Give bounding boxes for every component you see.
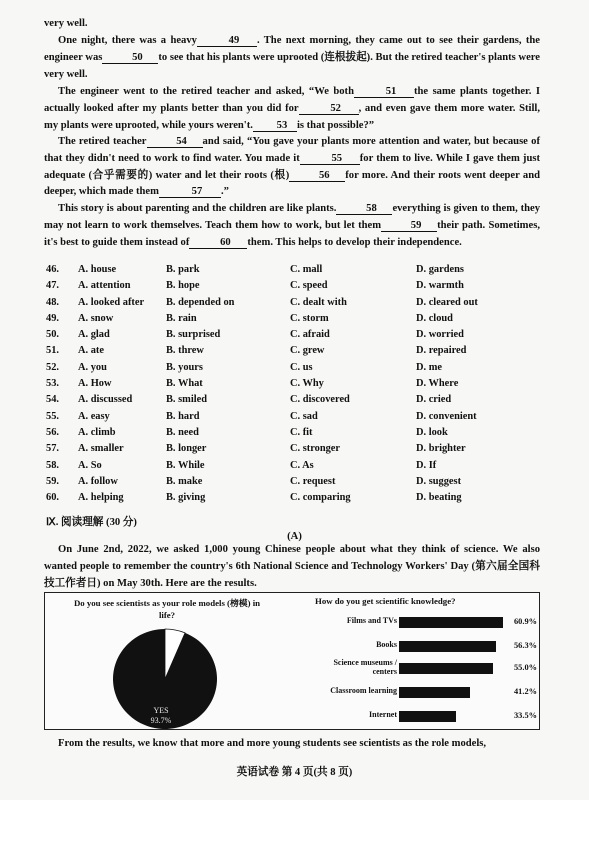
- page-footer: 英语试卷 第 4 页(共 8 页): [236, 767, 353, 778]
- bar-category-label: Films and TVs: [346, 616, 397, 625]
- blank-56: 56: [289, 170, 345, 182]
- option-choice-b: B. threw: [166, 345, 204, 357]
- option-choice-b: B. hard: [166, 410, 200, 422]
- option-choice-d: D. convenient: [416, 410, 477, 422]
- p3-text-5: .”: [220, 186, 229, 198]
- bar-chart-title: How do you get scientific knowledge?: [315, 596, 456, 606]
- option-choice-c: C. sad: [290, 410, 318, 422]
- option-choice-c: C. afraid: [290, 329, 330, 341]
- option-choice-b: B. What: [166, 378, 203, 390]
- option-choice-c: C. request: [290, 475, 336, 487]
- option-row-46: [46, 264, 546, 280]
- p3-text-1: The retired teacher: [58, 136, 147, 147]
- option-choice-b: B. While: [166, 459, 205, 471]
- survey-figure: [44, 592, 540, 730]
- passage-top-text: very well.: [44, 18, 88, 29]
- passage-paragraph-1: [44, 33, 540, 83]
- option-number: 47.: [46, 280, 59, 292]
- p3-text-2: and said, “You gave your plants more attention and water, but because of that they didn't need to work to find water. You made it: [44, 136, 540, 164]
- pie-chart-title: Do you see scientists as your role models (榜模) in life?: [73, 598, 261, 620]
- option-choice-b: B. smiled: [166, 394, 207, 406]
- blank-55: 55: [300, 153, 360, 165]
- option-choice-a: A. snow: [78, 312, 114, 324]
- bar-row: [307, 709, 537, 723]
- p4-text-1: This story is about parenting and the children are like plants.: [58, 203, 337, 214]
- blank-50: 50: [102, 52, 158, 64]
- pie-slice-label: YES: [153, 706, 169, 715]
- bar-row: [307, 639, 537, 653]
- p2-text-2: the same plants together. I actually looked after my plants better than you did for: [44, 86, 541, 114]
- p1-text-1: One night, there was a heavy: [58, 35, 197, 46]
- p4-text-3: their path. Sometimes, it's best to guide them instead of: [44, 219, 540, 248]
- option-choice-a: A. climb: [78, 426, 116, 438]
- blank-54: 54: [147, 136, 203, 148]
- option-number: 59.: [46, 475, 59, 487]
- bar-category-label: Internet: [369, 710, 397, 719]
- option-choice-d: D. brighter: [416, 443, 466, 455]
- option-choice-a: A. attention: [78, 280, 131, 292]
- option-row-47: [46, 280, 546, 296]
- option-number: 46.: [46, 264, 59, 275]
- p2-text-4: is that possible?”: [296, 119, 375, 131]
- option-choice-d: D. gardens: [416, 264, 464, 275]
- reading-after: [44, 736, 540, 753]
- option-number: 57.: [46, 443, 59, 455]
- option-choice-c: C. As: [290, 459, 314, 471]
- blank-51: 51: [354, 86, 414, 98]
- p3-text-3: for them to live. While I gave them just adequate (合乎需要的) water and let their roots (根): [44, 152, 540, 181]
- bar-value-label: 60.9%: [513, 617, 537, 626]
- option-choice-c: C. dealt with: [290, 296, 347, 308]
- bar-value-label: 33.5%: [513, 711, 537, 720]
- option-row-58: [46, 460, 546, 476]
- option-row-56: [46, 427, 546, 443]
- option-choice-b: B. need: [166, 426, 199, 438]
- p1-text-2: . The next morning, they came out to see their gardens, the engineer was: [44, 35, 540, 63]
- option-row-59: [46, 476, 546, 492]
- pie-slice-value: 93.7%: [150, 716, 172, 725]
- option-number: 51.: [46, 345, 59, 357]
- reading-intro-text: On June 2nd, 2022, we asked 1,000 young Chinese people about what they think of science. We also wanted people to remember the country's 6th National Science and Technology Workers' Day (第六届全国科技工作者日) on May 30th. Here are the results.: [44, 544, 540, 589]
- option-number: 48.: [46, 296, 59, 308]
- bar: [399, 663, 493, 674]
- option-row-60: [46, 492, 546, 508]
- bar-row: [307, 615, 537, 629]
- option-choice-a: A. smaller: [78, 443, 124, 455]
- option-row-50: [46, 329, 546, 345]
- option-choice-d: D. beating: [416, 492, 462, 504]
- option-choice-a: A. easy: [78, 410, 110, 422]
- blank-59: 59: [381, 220, 437, 232]
- options-list: [46, 264, 546, 508]
- option-choice-d: D. cried: [416, 394, 452, 406]
- option-choice-b: B. depended on: [166, 296, 235, 308]
- option-row-55: [46, 411, 546, 427]
- blank-53: 53: [253, 120, 297, 132]
- option-row-57: [46, 443, 546, 459]
- option-row-51: [46, 345, 546, 361]
- p3-text-4: for more. And their roots went deeper and deeper, which made them: [44, 169, 540, 198]
- bar-category-label: Books: [376, 640, 397, 649]
- option-number: 60.: [46, 492, 59, 504]
- bar-value-label: 41.2%: [513, 687, 537, 696]
- option-choice-a: A. follow: [78, 475, 118, 487]
- option-choice-b: B. longer: [166, 443, 207, 455]
- p1-text-3: to see that his plants were uprooted (连根拔起). But the retired teacher's plants were very well.: [44, 51, 540, 80]
- option-choice-b: B. surprised: [166, 329, 221, 341]
- option-number: 53.: [46, 378, 59, 390]
- option-choice-d: D. worried: [416, 329, 464, 341]
- option-row-53: [46, 378, 546, 394]
- option-choice-c: C. mall: [290, 264, 323, 275]
- bar-category-label: Classroom learning: [330, 686, 397, 695]
- bar-category-label: Science museums / centers: [333, 658, 397, 676]
- blank-58: 58: [336, 203, 392, 215]
- passage-paragraph-3: [44, 134, 540, 201]
- option-number: 49.: [46, 312, 59, 324]
- option-row-49: [46, 313, 546, 329]
- option-choice-a: A. house: [78, 264, 117, 275]
- option-choice-c: C. storm: [290, 312, 329, 324]
- option-choice-d: D. warmth: [416, 280, 464, 292]
- bar-value-label: 56.3%: [513, 641, 537, 650]
- option-choice-d: D. cloud: [416, 312, 453, 324]
- option-choice-c: C. comparing: [290, 492, 351, 504]
- option-choice-c: C. us: [290, 361, 313, 373]
- option-row-54: [46, 394, 546, 410]
- bar-value-label: 55.0%: [513, 663, 537, 672]
- option-choice-b: B. yours: [166, 361, 203, 373]
- reading-after-text: From the results, we know that more and more young students see scientists as the role models,: [58, 738, 487, 749]
- option-choice-b: B. make: [166, 475, 203, 487]
- option-choice-d: D. If: [416, 459, 437, 471]
- option-number: 56.: [46, 426, 59, 438]
- option-choice-a: A. you: [78, 361, 107, 373]
- option-choice-c: C. fit: [290, 426, 313, 438]
- bar: [399, 687, 470, 698]
- option-choice-a: A. helping: [78, 492, 124, 504]
- p4-text-2: everything is given to them, they may not learn to work themselves. Teach them how to work, but let them: [44, 203, 540, 231]
- option-choice-b: B. rain: [166, 312, 197, 324]
- p4-text-4: them. This helps to develop their independence.: [247, 236, 462, 248]
- bar-row: [307, 658, 537, 676]
- option-choice-a: A. So: [78, 459, 102, 471]
- option-choice-c: C. stronger: [290, 443, 341, 455]
- p2-text-3: , and even gave them more water. Still, my plants were uprooted, while yours weren't.: [44, 102, 541, 131]
- option-choice-d: D. suggest: [416, 475, 462, 487]
- option-number: 50.: [46, 329, 59, 341]
- blank-49: 49: [197, 35, 257, 47]
- option-number: 52.: [46, 361, 59, 373]
- option-choice-a: A. How: [78, 378, 112, 390]
- option-choice-a: A. ate: [78, 345, 104, 357]
- option-choice-a: A. glad: [78, 329, 110, 341]
- option-row-48: [46, 297, 546, 313]
- passage-paragraph-4: [44, 201, 540, 251]
- option-choice-a: A. discussed: [78, 394, 133, 406]
- option-number: 54.: [46, 394, 59, 406]
- passage-line-top: [44, 16, 540, 33]
- bar: [399, 617, 503, 628]
- option-number: 55.: [46, 410, 59, 422]
- option-choice-a: A. looked after: [78, 296, 145, 308]
- p2-text-1: The engineer went to the retired teacher and asked, “We both: [58, 86, 354, 97]
- option-choice-c: C. Why: [290, 378, 324, 390]
- bar: [399, 711, 456, 722]
- pie-chart: [63, 619, 263, 729]
- option-choice-d: D. repaired: [416, 345, 467, 357]
- option-choice-c: C. speed: [290, 280, 328, 292]
- blank-60: 60: [189, 237, 247, 249]
- bar-row: [307, 685, 537, 699]
- option-choice-b: B. park: [166, 264, 200, 275]
- blank-52: 52: [299, 103, 359, 115]
- option-choice-c: C. grew: [290, 345, 325, 357]
- option-choice-d: D. cleared out: [416, 296, 478, 308]
- option-choice-b: B. hope: [166, 280, 200, 292]
- option-choice-b: B. giving: [166, 492, 206, 504]
- option-row-52: [46, 362, 546, 378]
- bar: [399, 641, 496, 652]
- blank-57: 57: [159, 186, 221, 198]
- option-choice-d: D. look: [416, 426, 448, 438]
- option-choice-c: C. discovered: [290, 394, 350, 406]
- reading-intro: [44, 542, 540, 592]
- passage-paragraph-2: [44, 84, 540, 134]
- option-number: 58.: [46, 459, 59, 471]
- subsection-heading: (A): [287, 531, 302, 542]
- option-choice-d: D. me: [416, 361, 442, 373]
- section-heading: Ⅸ. 阅读理解 (30 分): [46, 517, 137, 528]
- option-choice-d: D. Where: [416, 378, 459, 390]
